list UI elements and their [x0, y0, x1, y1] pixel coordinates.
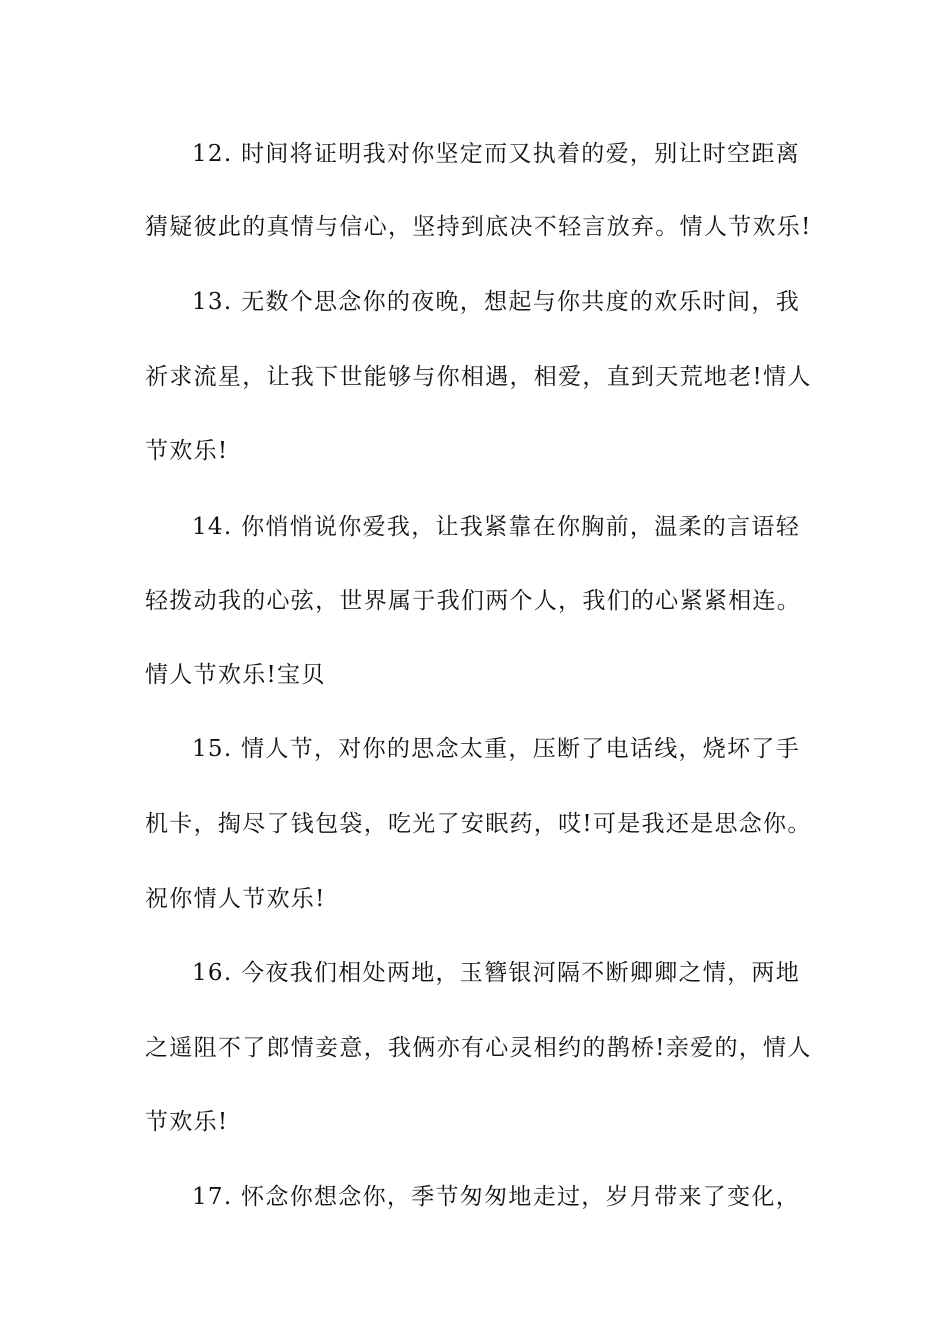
paragraph-16-line-2: 之遥阻不了郎情妾意，我俩亦有心灵相约的鹊桥!亲爱的，情人 [145, 1035, 812, 1061]
paragraph-15-line-2: 机卡，掏尽了钱包袋，吃光了安眠药，哎!可是我还是思念你。 [145, 811, 812, 837]
paragraph-13-line-1: 13. 无数个思念你的夜晚，想起与你共度的欢乐时间，我 [192, 289, 800, 315]
paragraph-12-line-1: 12. 时间将证明我对你坚定而又执着的爱，别让时空距离 [192, 141, 800, 167]
paragraph-16-line-1: 16. 今夜我们相处两地，玉簪银河隔不断卿卿之情，两地 [192, 960, 800, 986]
paragraph-16-line-3: 节欢乐! [145, 1109, 229, 1135]
paragraph-14-line-3: 情人节欢乐!宝贝 [145, 662, 326, 688]
paragraph-17-line-1: 17. 怀念你想念你，季节匆匆地走过，岁月带来了变化， [192, 1184, 800, 1210]
paragraph-15-line-1: 15. 情人节，对你的思念太重，压断了电话线，烧坏了手 [192, 736, 800, 762]
paragraph-14-line-2: 轻拨动我的心弦，世界属于我们两个人，我们的心紧紧相连。 [145, 588, 802, 614]
paragraph-13-line-3: 节欢乐! [145, 438, 229, 464]
paragraph-15-line-3: 祝你情人节欢乐! [145, 886, 326, 912]
paragraph-13-line-2: 祈求流星，让我下世能够与你相遇，相爱，直到天荒地老!情人 [145, 364, 812, 390]
paragraph-12-line-2: 猜疑彼此的真情与信心，坚持到底决不轻言放弃。情人节欢乐! [145, 214, 812, 240]
paragraph-14-line-1: 14. 你悄悄说你爱我，让我紧靠在你胸前，温柔的言语轻 [192, 514, 800, 540]
